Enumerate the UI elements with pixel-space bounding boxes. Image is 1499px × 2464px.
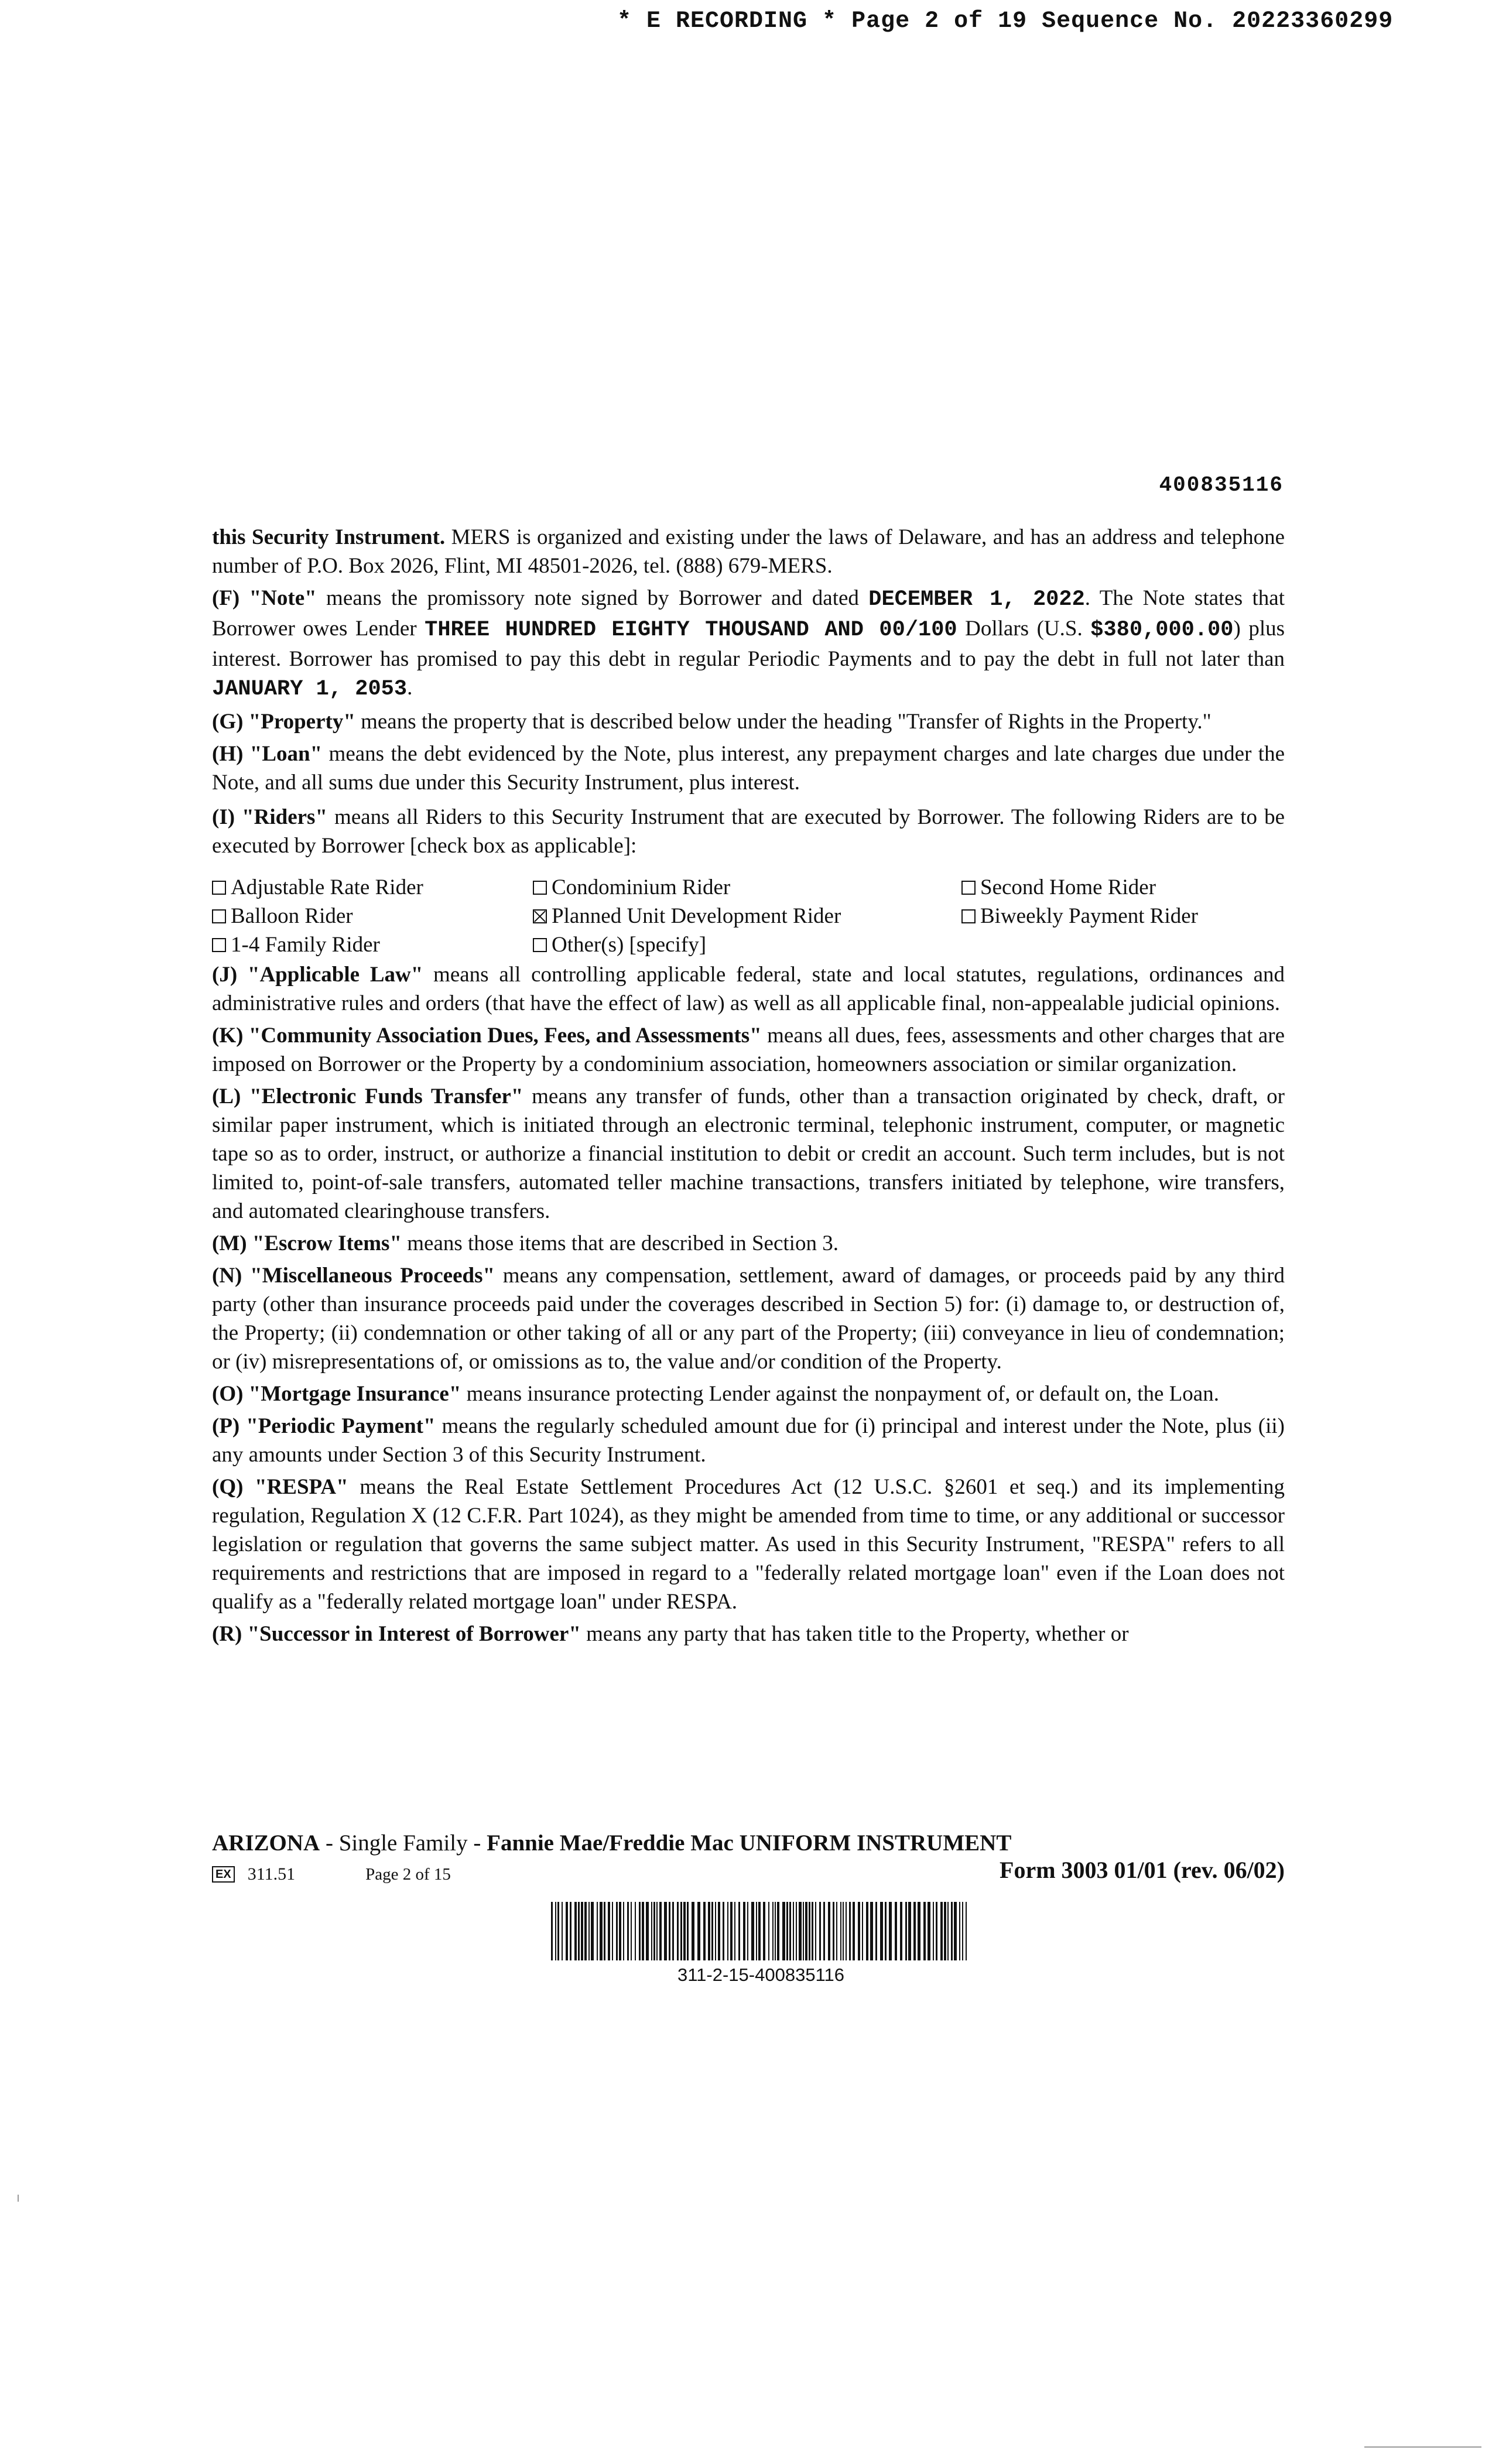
term-label: (G) "Property" (212, 710, 355, 734)
rider-adjustable-rate[interactable] (212, 873, 533, 902)
checkbox-icon[interactable] (212, 909, 226, 923)
definition-applicable-law (212, 960, 1285, 1018)
term-label: (F) "Note" (212, 586, 317, 610)
amount-words: THREE HUNDRED EIGHTY THOUSAND AND 00/100 (425, 618, 957, 642)
footer-separator: - (320, 1830, 339, 1856)
definition-text: means all dues, fees, assessments and other charges that are imposed on Borrower or the Property by a condominium association, homeowners association or similar organization. (212, 1024, 1285, 1076)
term-label: (I) "Riders" (212, 805, 327, 829)
definition-text: ) plus interest. Borrower has promised to pay this debt in regular Periodic Payments and to pay the debt in full not later than (212, 617, 1285, 671)
rider-condominium[interactable] (533, 873, 961, 902)
definition-electronic-funds-transfer (212, 1082, 1285, 1226)
definition-text: . (407, 676, 413, 700)
definition-text: means the property that is described below under the heading "Transfer of Rights in the Property." (355, 710, 1211, 734)
term-label: (K) "Community Association Dues, Fees, and Assessments" (212, 1024, 762, 1048)
scan-mark (18, 2195, 19, 2202)
definition-text: means insurance protecting Lender against the nonpayment of, or default on, the Loan. (461, 1382, 1219, 1406)
rider-label: Balloon Rider (231, 904, 353, 928)
rider-biweekly-payment[interactable] (961, 902, 1285, 930)
document-body (212, 523, 1285, 1652)
definition-loan (212, 740, 1285, 797)
definition-miscellaneous-proceeds (212, 1261, 1285, 1376)
footer-description: Single Family (338, 1830, 468, 1856)
rider-planned-unit-development[interactable] (533, 902, 961, 930)
footer-state: ARIZONA (212, 1830, 320, 1856)
checkbox-icon[interactable] (533, 938, 547, 952)
checkbox-icon[interactable] (212, 881, 226, 895)
loan-amount: $380,000.00 (1090, 618, 1234, 642)
loan-number: 400835116 (1159, 473, 1284, 497)
definition-text: means all Riders to this Security Instrument that are executed by Borrower. The following Riders are to be executed by Borrower [check box as applicable]: (212, 805, 1285, 858)
term-label: (J) "Applicable Law" (212, 963, 423, 987)
term-label: (P) "Periodic Payment" (212, 1414, 436, 1438)
definition-text: means the Real Estate Settlement Procedures Act (12 U.S.C. §2601 et seq.) and its implementing regulation, Regulation X (12 C.F.R. Part 1024), as they might be amended from time to time, or any additional or successor legislation or regulation that governs the same subject matter. As used in this Security Instrument, "RESPA" refers to all requirements and restrictions that are imposed in regard to a "federally related mortgage loan" even if the Loan does not qualify as a "federally related mortgage loan" under RESPA. (212, 1475, 1285, 1614)
riders-checklist (212, 873, 1285, 959)
intro-lead: this Security Instrument. (212, 525, 446, 549)
footer-page-number: Page 2 of 15 (365, 1864, 451, 1884)
definition-respa (212, 1473, 1285, 1616)
term-label: (M) "Escrow Items" (212, 1231, 402, 1255)
term-label: (L) "Electronic Funds Transfer" (212, 1084, 523, 1108)
checkbox-icon[interactable] (533, 881, 547, 895)
form-footer (212, 1830, 1285, 1884)
definition-property (212, 707, 1285, 736)
footer-separator: - (467, 1830, 487, 1856)
footer-code-group (212, 1864, 451, 1884)
footer-title (212, 1830, 1285, 1856)
definition-text: means the regularly scheduled amount due for (i) principal and interest under the Note, plus (ii) any amounts under Section 3 of this Security Instrument. (212, 1414, 1285, 1467)
checked-checkbox-icon[interactable] (533, 909, 547, 923)
checkbox-icon[interactable] (961, 881, 976, 895)
definition-note (212, 584, 1285, 704)
checkbox-icon[interactable] (212, 938, 226, 952)
definition-text: means the promissory note signed by Borrower and dated (316, 586, 869, 610)
rider-label: Condominium Rider (552, 875, 731, 899)
scan-line (1364, 2446, 1481, 2448)
footer-code: 311.51 (247, 1864, 296, 1884)
definition-successor-in-interest (212, 1620, 1285, 1648)
term-label: (R) "Successor in Interest of Borrower" (212, 1622, 581, 1646)
definition-text: means any compensation, settlement, award of damages, or proceeds paid by any third party (other than insurance proceeds paid under the coverages described in Section 5) for: (i) damage to, or destruction of, the Property; (ii) condemnation or other taking of all or any part of the Property; (iii) conveyance in lieu of condemnation; or (iv) misrepresentations of, or omissions as to, the value and/or condition of the Property. (212, 1264, 1285, 1374)
intro-text: MERS is organized and existing under the laws of Delaware, and has an address and telephone number of P.O. Box 2026, Flint, MI 48501-2026, tel. (888) 679-MERS. (212, 525, 1285, 578)
definition-text: means the debt evidenced by the Note, plus interest, any prepayment charges and late charges due under the Note, and all sums due under this Security Instrument, plus interest. (212, 742, 1285, 795)
barcode-block (551, 1902, 971, 1986)
definition-riders (212, 803, 1285, 860)
checkbox-icon[interactable] (961, 909, 976, 923)
definition-association-dues (212, 1021, 1285, 1079)
definition-text: . The Note states that Borrower owes Lender (212, 586, 1285, 641)
barcode-icon (551, 1902, 971, 1960)
term-label: (H) "Loan" (212, 742, 323, 766)
rider-second-home[interactable] (961, 873, 1285, 902)
term-label: (Q) "RESPA" (212, 1475, 348, 1499)
footer-row (212, 1856, 1285, 1884)
definition-text: means any party that has taken title to the Property, whether or (580, 1622, 1129, 1646)
ellie-mae-logo: EX (212, 1866, 235, 1883)
intro-paragraph (212, 523, 1285, 580)
barcode-caption: 311-2-15-400835116 (677, 1965, 844, 1985)
rider-label: Second Home Rider (980, 875, 1156, 899)
definition-text: means those items that are described in Section 3. (402, 1231, 839, 1255)
rider-label: 1-4 Family Rider (231, 933, 380, 957)
definition-text: means any transfer of funds, other than a transaction originated by check, draft, or similar paper instrument, which is initiated through an electronic terminal, telephonic instrument, computer, or magnetic tape so as to order, instruct, or authorize a financial institution to debit or credit an account. Such term includes, but is not limited to, point-of-sale transfers, automated teller machine transactions, transfers initiated by telephone, wire transfers, and automated clearinghouse transfers. (212, 1084, 1285, 1223)
definition-text: means all controlling applicable federal, state and local statutes, regulations, ordinances and administrative rules and orders (that have the effect of law) as well as all applicable final, non-appealable judicial opinions. (212, 963, 1285, 1015)
rider-1-4-family[interactable] (212, 930, 533, 959)
term-label: (O) "Mortgage Insurance" (212, 1382, 461, 1406)
rider-label: Biweekly Payment Rider (980, 904, 1198, 928)
rider-label: Other(s) [specify] (552, 933, 707, 957)
definition-text: Dollars (U.S. (957, 617, 1091, 641)
footer-form-number: Form 3003 01/01 (rev. 06/02) (1000, 1857, 1285, 1883)
maturity-date: JANUARY 1, 2053 (212, 677, 408, 701)
recording-header: * E RECORDING * Page 2 of 19 Sequence No. 20223360299 (617, 8, 1394, 35)
rider-label: Adjustable Rate Rider (231, 875, 423, 899)
rider-balloon[interactable] (212, 902, 533, 930)
definition-mortgage-insurance (212, 1380, 1285, 1408)
note-date: DECEMBER 1, 2022 (868, 587, 1085, 612)
rider-others[interactable] (533, 930, 961, 959)
rider-label: Planned Unit Development Rider (552, 904, 841, 928)
definition-periodic-payment (212, 1412, 1285, 1469)
footer-instrument: Fannie Mae/Freddie Mac UNIFORM INSTRUMENT (487, 1830, 1012, 1856)
definition-escrow-items (212, 1229, 1285, 1258)
term-label: (N) "Miscellaneous Proceeds" (212, 1264, 495, 1288)
